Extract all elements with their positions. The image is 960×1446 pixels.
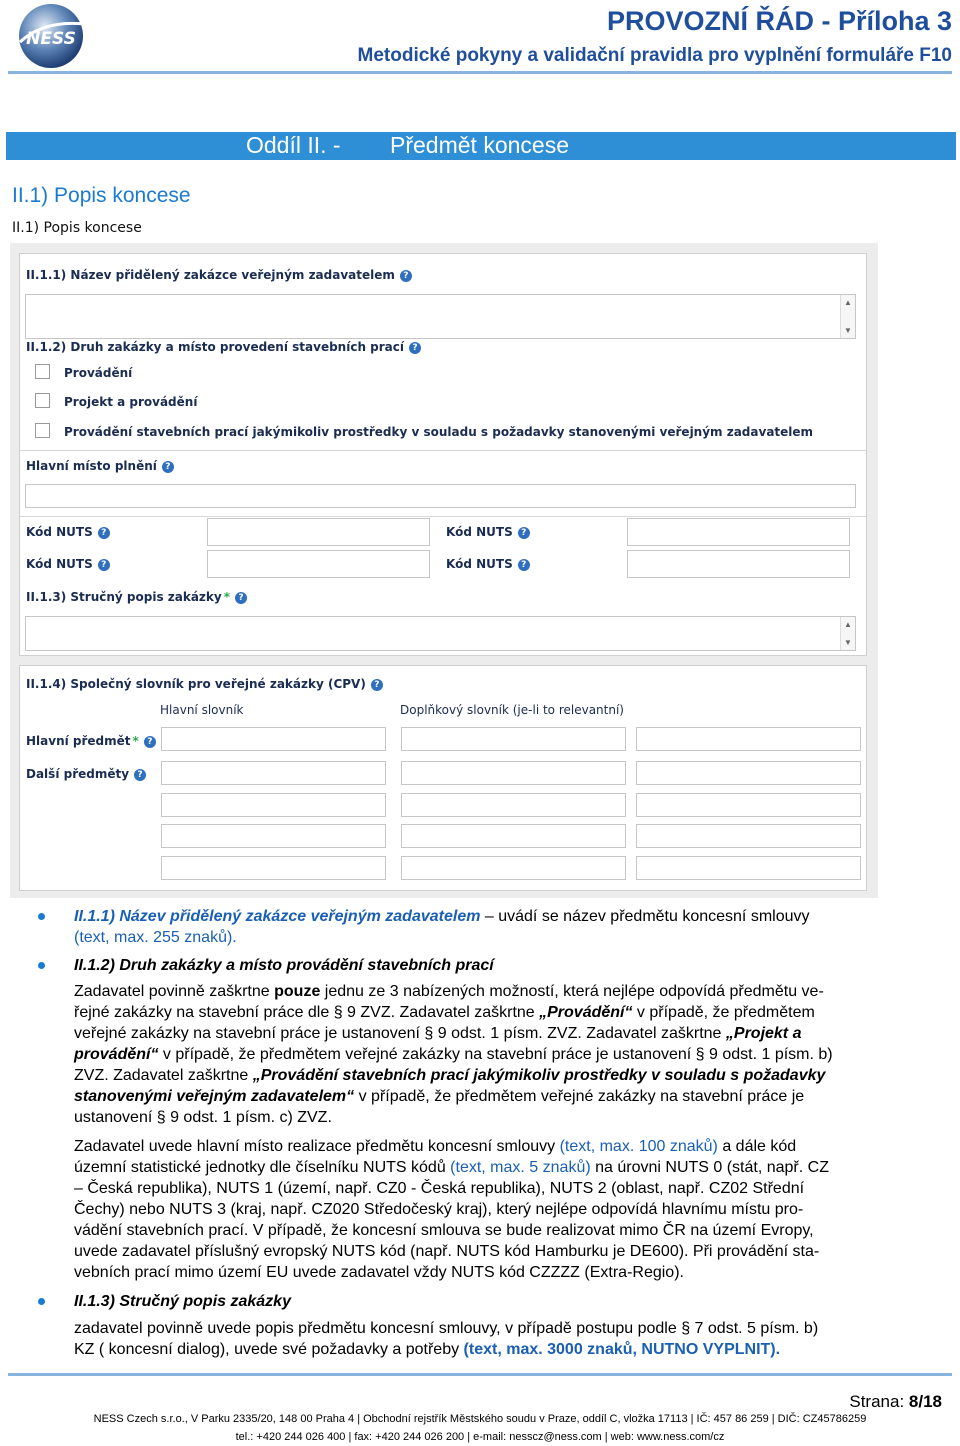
scroll-down-icon[interactable]: ▼ bbox=[844, 326, 852, 335]
nuts-label-2: Kód NUTS ? bbox=[446, 525, 530, 539]
column-supp-vocab: Doplňkový slovník (je-li to relevantní) bbox=[400, 703, 624, 717]
checkbox-label-jakymikoliv: Provádění stavebních prací jakýmikoliv prostředky v souladu s požadavky stanovenými veřejným zadavatelem bbox=[64, 425, 814, 439]
cpv-supp-1a[interactable] bbox=[401, 727, 626, 751]
checkbox-jakymikoliv[interactable] bbox=[35, 423, 50, 438]
paragraph-p1: Zadavatel povinně zaškrtne pouze jednu ze 3 nabízených možností, která nejlépe odpovídá předmětu ve- řejné zakázky na stavební práce dle § 9 ZVZ. Zadavatel zaškrtne „Provádění“ v případě, že předmětem veřejné zakázky na stavební práce je ustanovení § 9 odst. 1 písm. ZVZ. Zadavatel zaškrtne „Projekt a provádění“ v případě, že předmětem veřejné zakázky na stavební práce je ustanovení § 9 odst. 1 písm. b) ZVZ. Zadavatel zaškrtne „Provádění stavebních prací jakýmikoliv prostředky v souladu s požadavky stanovenými veřejným zadavatelem“ v případě, že předmětem veřejné zakázky na stavební práce je ustanovení § 9 odst. 1 písm. c) ZVZ. bbox=[74, 983, 833, 1126]
field-label-place: Hlavní místo plnění ? bbox=[26, 459, 174, 473]
name-textarea[interactable] bbox=[25, 294, 856, 339]
document-title: PROVOZNÍ ŘÁD - Příloha 3 bbox=[606, 6, 952, 36]
svg-text:NESS: NESS bbox=[26, 29, 76, 49]
text-limit: (text, max. 255 znaků). bbox=[74, 929, 237, 946]
cpv-supp-1b[interactable] bbox=[636, 727, 861, 751]
help-icon[interactable]: ? bbox=[409, 342, 421, 354]
help-icon[interactable]: ? bbox=[162, 461, 174, 473]
paragraph-b3 bbox=[74, 1291, 944, 1312]
cpv-supp-3b[interactable] bbox=[636, 793, 861, 817]
scroll-up-icon[interactable]: ▲ bbox=[844, 298, 852, 307]
column-main-vocab: Hlavní slovník bbox=[160, 703, 244, 717]
help-icon[interactable]: ? bbox=[400, 270, 412, 282]
scroll-down-icon[interactable]: ▼ bbox=[844, 638, 852, 647]
paragraph-b1 bbox=[74, 906, 944, 948]
text-span: – uvádí se název předmětu koncesní smlouvy bbox=[480, 908, 810, 925]
help-icon[interactable]: ? bbox=[371, 679, 383, 691]
required-icon: * bbox=[132, 734, 139, 748]
checkbox-label-projekt: Projekt a provádění bbox=[64, 395, 198, 409]
cpv-main-5[interactable] bbox=[161, 856, 386, 880]
nuts-input-2[interactable] bbox=[627, 518, 850, 546]
screenshot-caption: II.1) Popis koncese bbox=[12, 220, 142, 236]
help-icon[interactable]: ? bbox=[518, 559, 530, 571]
description-textarea[interactable] bbox=[25, 616, 856, 651]
scroll-up-icon[interactable]: ▲ bbox=[844, 620, 852, 629]
cpv-supp-5a[interactable] bbox=[401, 856, 626, 880]
paragraph-p3: zadavatel povinně uvede popis předmětu koncesní smlouvy, v případě postupu podle § 7 odst. 5 písm. b) KZ ( koncesní dialog), uvede své požadavky a potřeby (text, max. 3000 znaků, NUTNO VYPLNIT). bbox=[74, 1320, 819, 1358]
section-part: Oddíl II. - bbox=[246, 132, 341, 158]
cpv-supp-3a[interactable] bbox=[401, 793, 626, 817]
footer-contact: tel.: +420 244 026 400 | fax: +420 244 026 200 | e-mail: nesscz@ness.com | web: www.ness.com/cz bbox=[235, 1431, 725, 1443]
cpv-main-1[interactable] bbox=[161, 727, 386, 751]
form-screenshot bbox=[10, 243, 878, 898]
separator bbox=[20, 516, 866, 517]
nuts-label-1: Kód NUTS ? bbox=[26, 525, 110, 539]
paragraph-p2: Zadavatel uvede hlavní místo realizace předmětu koncesní smlouvy (text, max. 100 znaků) a dále kód územní statistické jednotky dle číselníku NUTS kódů (text, max. 5 znaků) na úrovni NUTS 0 (stát, např. CZ – Česká republika), NUTS 1 (území, např. CZ0 - Česká republika), NUTS 2 (oblast, např. CZ02 Střední Čechy) nebo NUTS 3 (kraj, např. CZ020 Středočeský kraj), který nejlépe odpovídá hlavnímu místu pro- vádění stavebních prací. V případě, že koncesní smlouva se bude realizovat mimo ČR na území Evropy, uvede zadavatel příslušný evropský NUTS kód (např. NUTS kód Hamburku je DE600). Při provádění sta- vebních prací mimo území EU uvede zadavatel vždy NUTS kód CZZZZ (Extra-Regio). bbox=[74, 1138, 829, 1281]
bullet bbox=[38, 962, 45, 969]
ness-logo bbox=[14, 2, 88, 70]
field-label-description: II.1.3) Stručný popis zakázky * ? bbox=[26, 590, 247, 604]
item-title: II.1.2) Druh zakázky a místo provádění stavebních prací bbox=[74, 957, 494, 974]
checkbox-provadeni[interactable] bbox=[35, 364, 50, 379]
cpv-main-4[interactable] bbox=[161, 824, 386, 848]
separator bbox=[20, 450, 866, 451]
document-subtitle: Metodické pokyny a validační pravidla pro vyplnění formuláře F10 bbox=[357, 45, 952, 66]
item-title: II.1.1) Název přidělený zakázce veřejným zadavatelem bbox=[74, 908, 481, 925]
nuts-input-1[interactable] bbox=[207, 518, 430, 546]
nuts-input-3[interactable] bbox=[207, 550, 430, 578]
nuts-label-4: Kód NUTS ? bbox=[446, 557, 530, 571]
nuts-label-3: Kód NUTS ? bbox=[26, 557, 110, 571]
nuts-input-4[interactable] bbox=[627, 550, 850, 578]
help-icon[interactable]: ? bbox=[235, 592, 247, 604]
checkbox-label-provadeni: Provádění bbox=[64, 366, 133, 380]
cpv-supp-4b[interactable] bbox=[636, 824, 861, 848]
bullet bbox=[38, 913, 45, 920]
checkbox-projekt[interactable] bbox=[35, 393, 50, 408]
field-label-type: II.1.2) Druh zakázky a místo provedení stavebních prací ? bbox=[26, 340, 421, 354]
bullet bbox=[38, 1298, 45, 1305]
header-divider bbox=[8, 71, 952, 74]
section-title: II.1) Popis koncese bbox=[12, 184, 191, 207]
form-panel-main bbox=[19, 253, 867, 656]
form-panel-cpv bbox=[19, 665, 867, 891]
help-icon[interactable]: ? bbox=[98, 559, 110, 571]
item-title: II.1.3) Stručný popis zakázky bbox=[74, 1293, 291, 1310]
field-label-name: II.1.1) Název přidělený zakázce veřejným zadavatelem ? bbox=[26, 268, 412, 282]
help-icon[interactable]: ? bbox=[518, 527, 530, 539]
footer-divider bbox=[8, 1373, 952, 1376]
textarea-scrollbar[interactable] bbox=[840, 617, 855, 650]
footer-company: NESS Czech s.r.o., V Parku 2335/20, 148 00 Praha 4 | Obchodní rejstřík Městského soudu v Praze, oddíl C, vložka 17113 | IČ: 457 86 259 | DIČ: CZ45786259 bbox=[93, 1413, 867, 1425]
place-input[interactable] bbox=[25, 484, 856, 508]
help-icon[interactable]: ? bbox=[134, 769, 146, 781]
cpv-supp-5b[interactable] bbox=[636, 856, 861, 880]
help-icon[interactable]: ? bbox=[144, 736, 156, 748]
help-icon[interactable]: ? bbox=[98, 527, 110, 539]
cpv-main-2[interactable] bbox=[161, 761, 386, 785]
field-label-cpv: II.1.4) Společný slovník pro veřejné zakázky (CPV) ? bbox=[26, 677, 383, 691]
field-label-main-subject: Hlavní předmět * ? bbox=[26, 734, 156, 748]
section-part-name: Předmět koncese bbox=[390, 132, 569, 158]
required-icon: * bbox=[223, 590, 230, 604]
page-number: Strana: 8/18 bbox=[849, 1392, 942, 1411]
cpv-supp-4a[interactable] bbox=[401, 824, 626, 848]
cpv-supp-2a[interactable] bbox=[401, 761, 626, 785]
paragraph-b2 bbox=[74, 955, 944, 976]
field-label-other-subjects: Další předměty ? bbox=[26, 767, 146, 781]
cpv-main-3[interactable] bbox=[161, 793, 386, 817]
textarea-scrollbar[interactable] bbox=[840, 295, 855, 338]
cpv-supp-2b[interactable] bbox=[636, 761, 861, 785]
